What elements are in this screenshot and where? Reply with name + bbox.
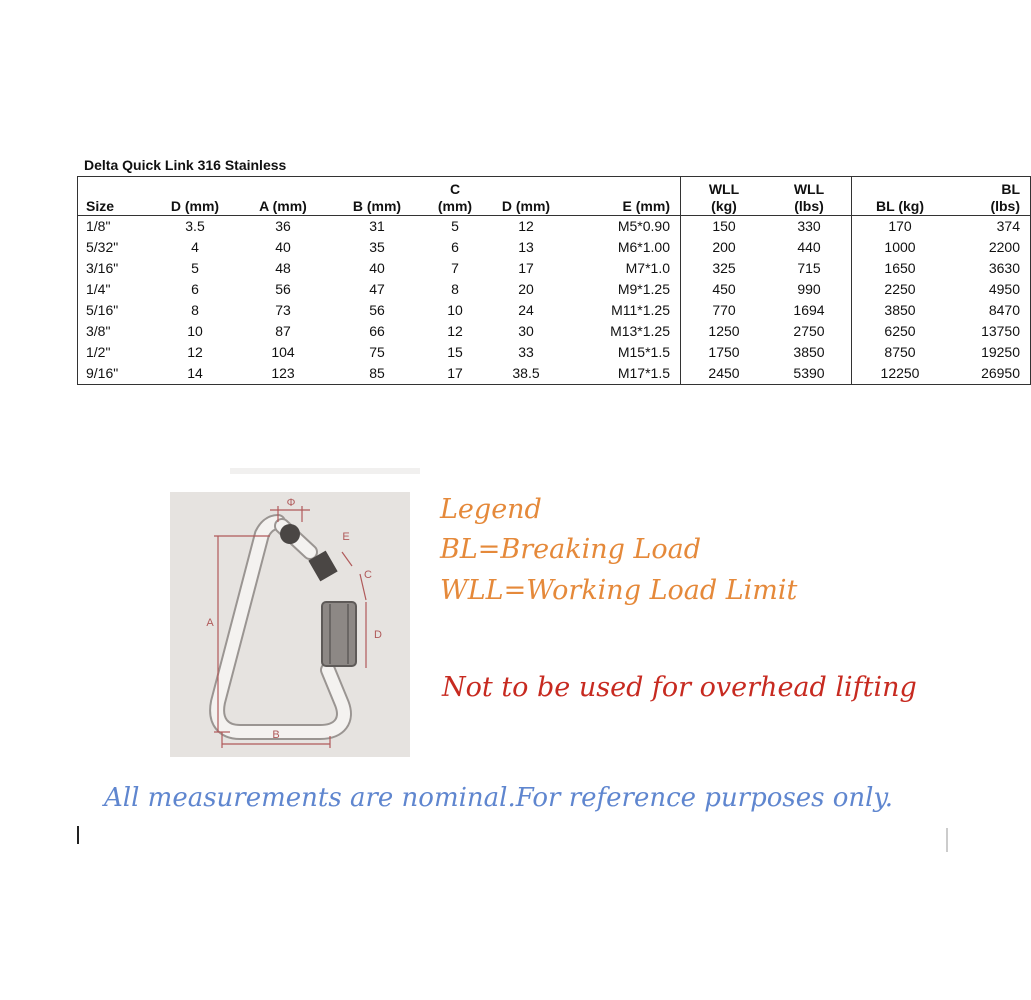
table-cell: 440 (797, 239, 821, 255)
table-cell: 6 (191, 281, 199, 297)
table-row (78, 279, 1031, 300)
legend-heading: Legend (440, 494, 542, 525)
table-body (78, 216, 1031, 385)
table-cell: 48 (275, 260, 291, 276)
link-pin (280, 524, 300, 544)
column-header (236, 177, 330, 216)
column-header (852, 177, 949, 216)
table-cell: 2200 (988, 239, 1020, 255)
table-cell: 5 (191, 260, 199, 276)
table-row (78, 300, 1031, 321)
table-cell: 3850 (852, 300, 949, 321)
diagram-label-d: D (374, 629, 382, 641)
column-header-bottom: D (mm) (501, 198, 551, 214)
quick-link-drawing (170, 492, 410, 757)
table-cell: 4950 (988, 281, 1020, 297)
column-header-bottom: Size (86, 198, 115, 214)
table-cell: 5/32" (86, 239, 119, 255)
column-header-top: C (449, 181, 461, 197)
table-cell: 17 (447, 365, 463, 381)
diagram-label-a: A (206, 617, 214, 629)
column-header (767, 177, 852, 216)
column-header (330, 177, 424, 216)
table-cell: 6250 (852, 321, 949, 342)
table-cell: 1/8" (86, 218, 111, 234)
table-cell: 715 (797, 260, 821, 276)
table-cell: M11*1.25 (611, 302, 670, 318)
column-header (566, 177, 681, 216)
table-header-row (78, 177, 1031, 216)
table-cell: M13*1.25 (610, 323, 670, 339)
table-cell: 2750 (793, 323, 825, 339)
table-row (78, 321, 1031, 342)
table-cell: 14 (187, 365, 203, 381)
table-cell: 7 (451, 260, 459, 276)
table-cell: 33 (518, 344, 534, 360)
table-cell: 26950 (981, 365, 1020, 381)
table-cell: 2250 (852, 279, 949, 300)
diagram-label-phi: Φ (286, 497, 296, 509)
column-header-bottom: (lbs) (794, 198, 824, 214)
column-header (948, 177, 1031, 216)
table-cell: 13 (518, 239, 534, 255)
column-header (424, 177, 486, 216)
table-cell: 1/4" (86, 281, 111, 297)
table-cell: M17*1.5 (617, 365, 670, 381)
table-cell: 1/2" (86, 344, 111, 360)
table-cell: 73 (275, 302, 291, 318)
table-cell: M9*1.25 (617, 281, 670, 297)
table-cell: 1000 (852, 237, 949, 258)
table-cell: 3/16" (86, 260, 119, 276)
table-cell: 19250 (981, 344, 1020, 360)
column-header-top (336, 181, 418, 198)
table-cell: 770 (681, 300, 768, 321)
column-header (681, 177, 768, 216)
table-cell: 85 (369, 365, 385, 381)
table-cell: 374 (996, 218, 1020, 234)
legend-bl: BL=Breaking Load (440, 534, 702, 565)
table-cell: 990 (797, 281, 821, 297)
table-cell: 9/16" (86, 365, 119, 381)
table-cell: 24 (518, 302, 534, 318)
column-header-top: WLL (793, 181, 825, 197)
table-cell: 38.5 (512, 365, 540, 381)
table-cell: 8750 (852, 342, 949, 363)
column-header-top (160, 181, 230, 198)
column-header-top (572, 181, 670, 198)
table-cell: 40 (275, 239, 291, 255)
table-cell: 15 (447, 344, 463, 360)
table-cell: 12 (447, 323, 463, 339)
column-header-bottom: D (mm) (170, 198, 220, 214)
column-header-bottom: BL (kg) (876, 198, 924, 214)
diagram-shadow (230, 468, 420, 474)
table-cell: 31 (369, 218, 385, 234)
table-cell: 5 (451, 218, 459, 234)
column-header (486, 177, 566, 216)
text-cursor-left (77, 826, 79, 844)
table-cell: 10 (187, 323, 203, 339)
column-header-top: WLL (708, 181, 740, 197)
table-cell: 36 (275, 218, 291, 234)
column-header-top: BL (1001, 181, 1020, 197)
column-header-top (242, 181, 324, 198)
diagram-label-c: C (364, 569, 372, 581)
column-header-top (492, 181, 560, 198)
table-cell: M6*1.00 (617, 239, 670, 255)
column-header-top (86, 181, 148, 198)
table-cell: 66 (369, 323, 385, 339)
table-cell: 20 (518, 281, 534, 297)
table-row (78, 342, 1031, 363)
table-cell: 5390 (793, 365, 825, 381)
overhead-lifting-warning: Not to be used for overhead lifting (442, 672, 917, 703)
reference-note: All measurements are nominal.For reference purposes only. (104, 783, 893, 813)
legend-wll: WLL=Working Load Limit (440, 575, 798, 606)
table-cell: 330 (797, 218, 821, 234)
table-cell: 200 (681, 237, 768, 258)
table-row (78, 237, 1031, 258)
column-header (78, 177, 155, 216)
table-cell: 87 (275, 323, 291, 339)
column-header-top (858, 181, 942, 198)
table-cell: 12 (187, 344, 203, 360)
diagram-label-b: B (272, 729, 280, 741)
table-cell: 56 (275, 281, 291, 297)
table-cell: 12 (518, 218, 534, 234)
column-header-bottom: B (mm) (352, 198, 402, 214)
column-header (154, 177, 236, 216)
table-row (78, 363, 1031, 385)
table-cell: 8 (451, 281, 459, 297)
table-cell: 56 (369, 302, 385, 318)
column-header-bottom: E (mm) (622, 198, 670, 214)
table-row (78, 216, 1031, 238)
link-sleeve-nut (322, 602, 356, 666)
table-cell: 325 (681, 258, 768, 279)
table-cell: 30 (518, 323, 534, 339)
table-cell: 2450 (681, 363, 768, 385)
column-header-bottom: (kg) (711, 198, 737, 214)
table-cell: 3850 (793, 344, 825, 360)
table-cell: 1750 (681, 342, 768, 363)
table-cell: 12250 (852, 363, 949, 385)
table-cell: 75 (369, 344, 385, 360)
table-cell: 1650 (852, 258, 949, 279)
table-cell: 40 (369, 260, 385, 276)
table-cell: 450 (681, 279, 768, 300)
table-cell: 3.5 (185, 218, 205, 234)
table-cell: 123 (271, 365, 295, 381)
spec-table (77, 176, 1031, 385)
table-title: Delta Quick Link 316 Stainless (84, 157, 287, 173)
column-header-bottom: A (mm) (259, 198, 307, 214)
table-cell: 13750 (981, 323, 1020, 339)
table-cell: 47 (369, 281, 385, 297)
quick-link-diagram (170, 492, 410, 757)
table-cell: 3630 (988, 260, 1020, 276)
table-cell: 35 (369, 239, 385, 255)
diagram-label-e: E (342, 531, 350, 543)
table-cell: 8470 (988, 302, 1020, 318)
table-cell: M7*1.0 (625, 260, 670, 276)
column-header-bottom: (mm) (437, 198, 473, 214)
table-cell: 1694 (793, 302, 825, 318)
table-cell: 150 (681, 216, 768, 238)
column-header-bottom: (lbs) (990, 198, 1020, 214)
table-cell: 17 (518, 260, 534, 276)
table-cell: M5*0.90 (617, 218, 670, 234)
text-cursor-right (946, 828, 948, 852)
table-cell: 8 (191, 302, 199, 318)
table-row (78, 258, 1031, 279)
table-cell: 170 (852, 216, 949, 238)
table-cell: 5/16" (86, 302, 119, 318)
table-cell: 104 (271, 344, 295, 360)
table-cell: 1250 (681, 321, 768, 342)
table-cell: 4 (191, 239, 199, 255)
table-cell: M15*1.5 (617, 344, 670, 360)
table-cell: 10 (447, 302, 463, 318)
table-cell: 6 (451, 239, 459, 255)
table-cell: 3/8" (86, 323, 111, 339)
